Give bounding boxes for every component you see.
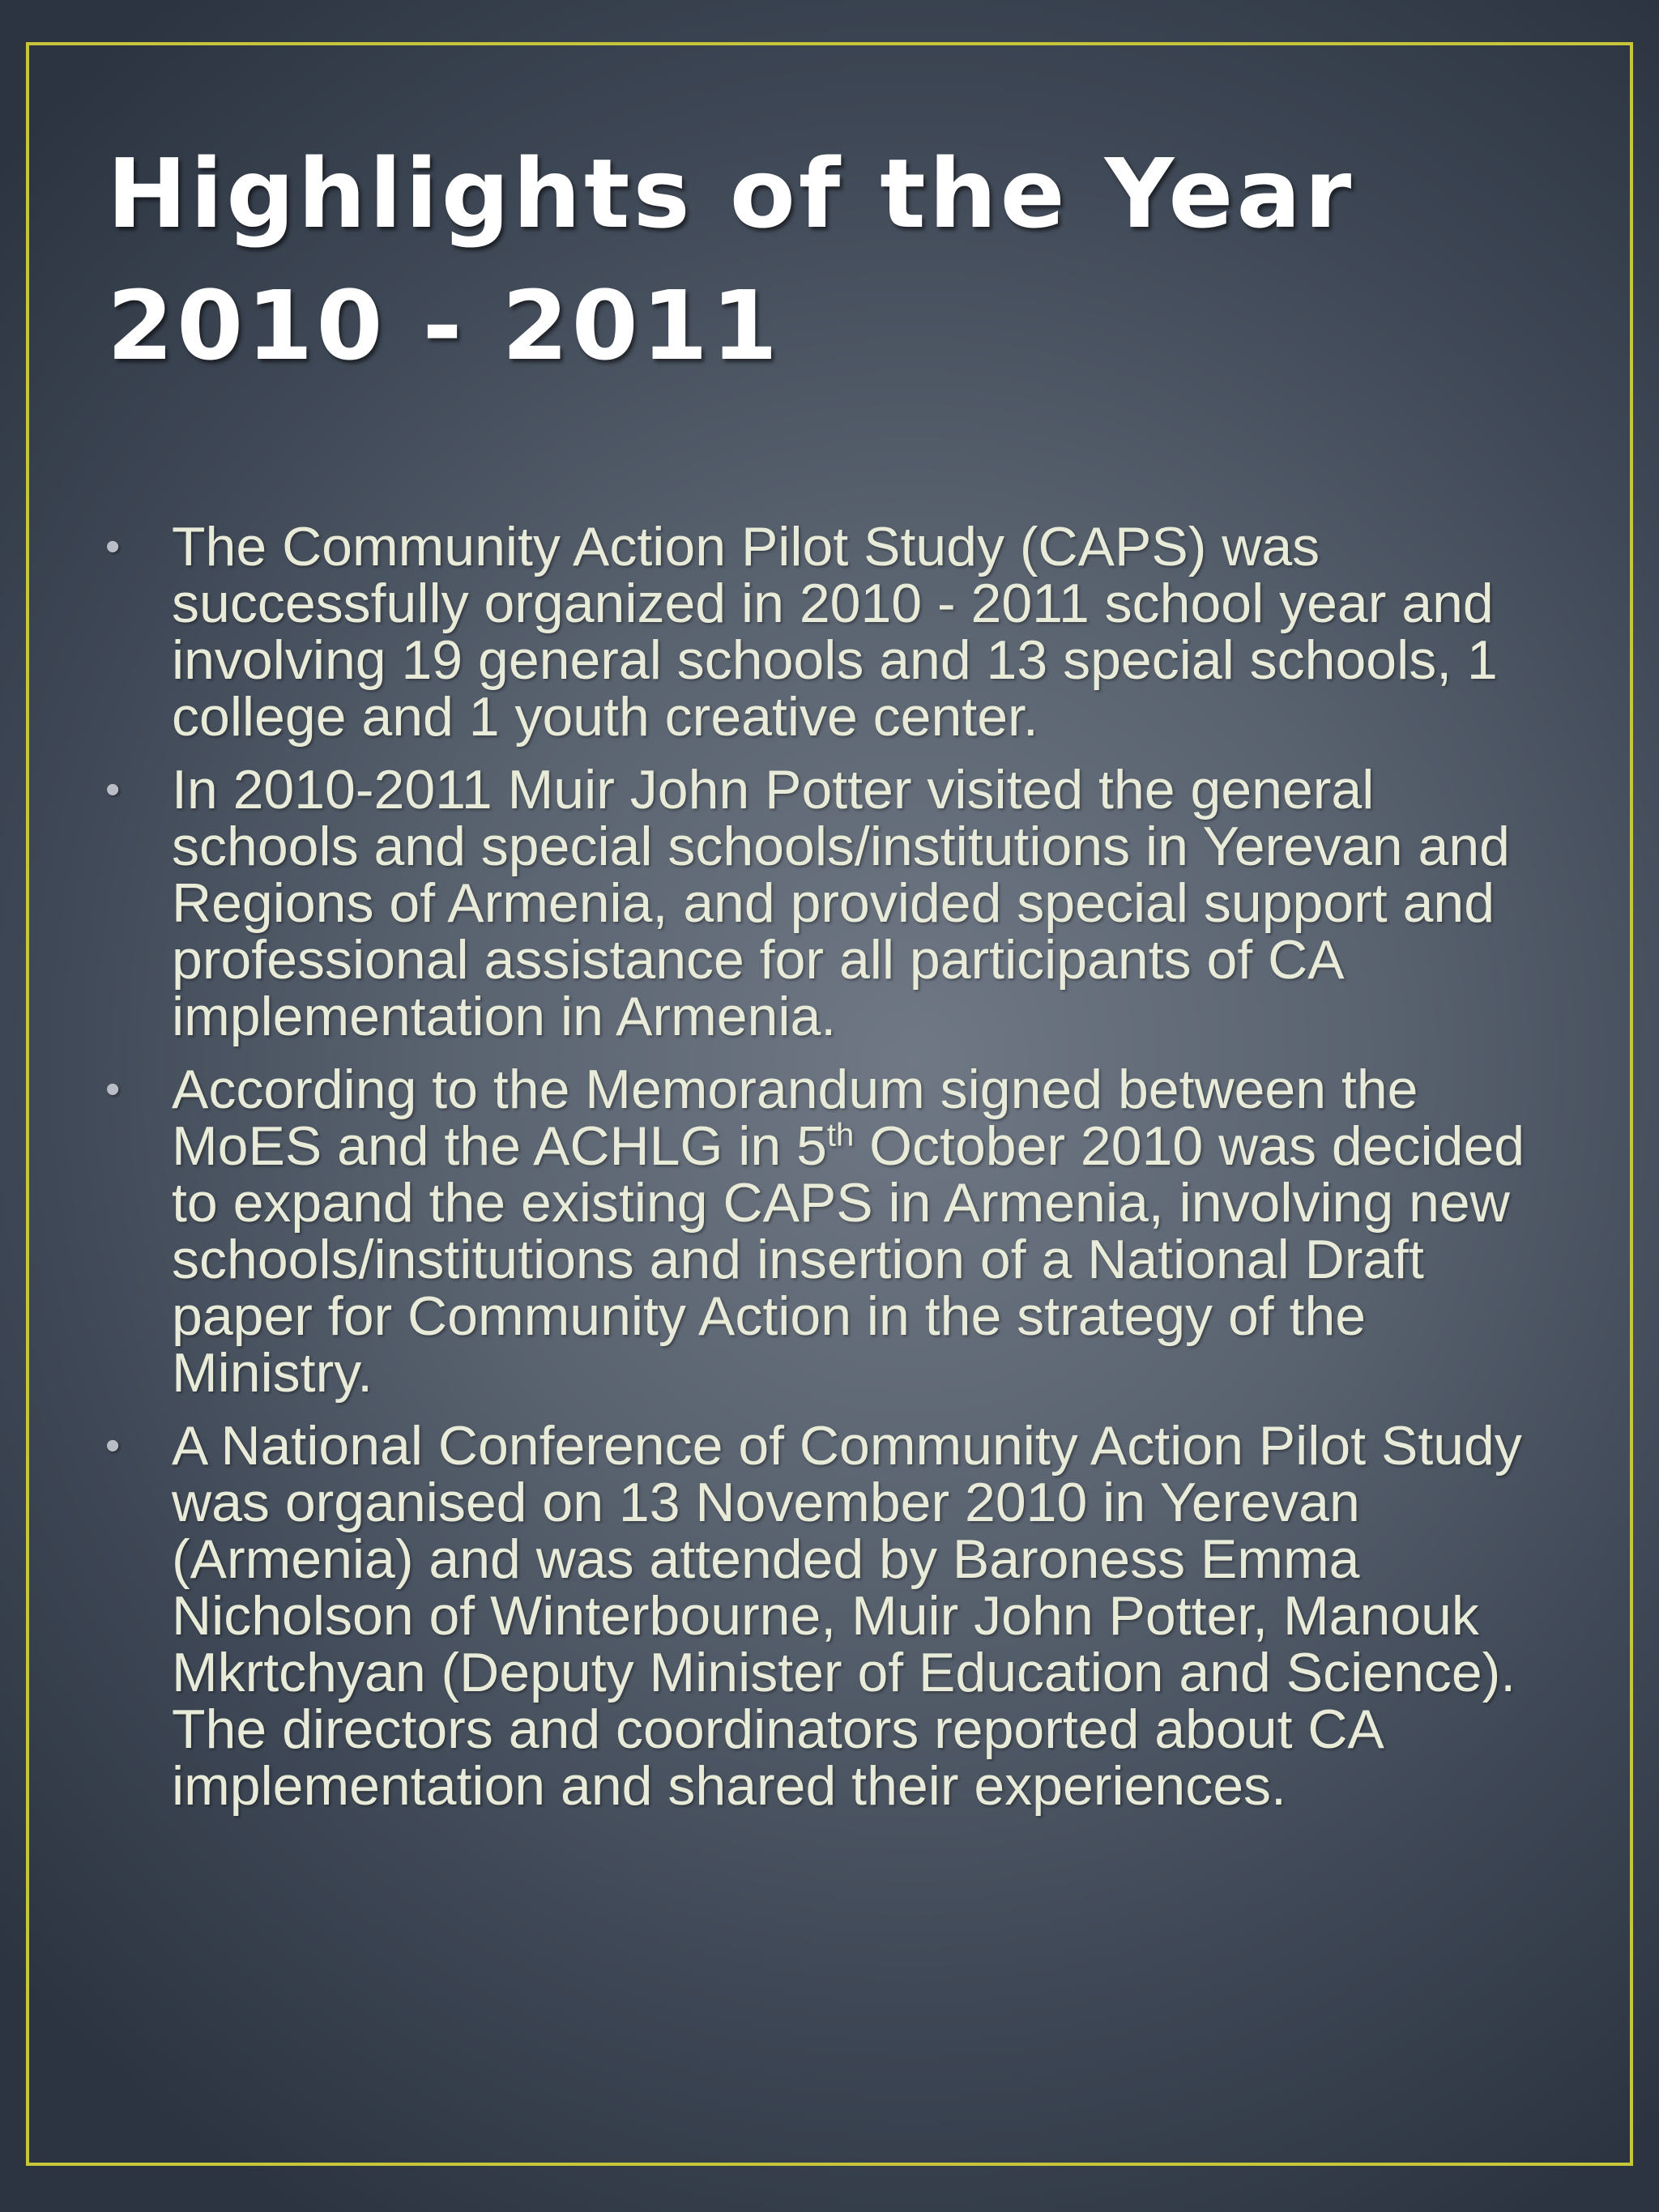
- slide-title: [107, 128, 1565, 392]
- ordinal-superscript: th: [826, 1117, 855, 1153]
- bullet-text: A National Conference of Community Action Pilot Study was organised on 13 November 2010 in Yerevan (Armenia) and was attended by Baroness Emma Nicholson of Winterbourne, Muir John Potter, Manouk Mkrtchyan (Deputy Minister of Education and Science). The directors and coordinators reported about CA implementation and shared their experiences.: [172, 1415, 1522, 1817]
- bullet-item-memorandum: [105, 1059, 1565, 1404]
- bullet-text: The Community Action Pilot Study (CAPS) was successfully organized in 2010 - 2011 school year and involving 19 general schools and 13 special schools, 1 college and 1 youth creative center.: [172, 516, 1498, 748]
- bullet-item-caps-organized: [105, 516, 1565, 748]
- slide-title-line-2: 2010 - 2011: [107, 270, 781, 381]
- bullet-list: [105, 516, 1565, 1831]
- bullet-item-national-conference: [105, 1415, 1565, 1817]
- bullet-dot-icon: •: [105, 523, 121, 570]
- slide-title-line-1: Highlights of the Year: [107, 138, 1355, 249]
- bullet-item-school-visits: [105, 759, 1565, 1047]
- bullet-dot-icon: •: [105, 1422, 121, 1469]
- bullet-dot-icon: •: [105, 1066, 121, 1113]
- bullet-text-after-superscript: October 2010 was decided to expand the existing CAPS in Armenia, involving new schools/institutions and insertion of a National Draft paper for Community Action in the strategy of the Ministry.: [172, 1115, 1525, 1404]
- bullet-text: In 2010-2011 Muir John Potter visited the general schools and special schools/institutions in Yerevan and Regions of Armenia, and provided special support and professional assistance for all participants of CA implementation in Armenia.: [172, 759, 1510, 1047]
- bullet-text-before-superscript: According to the Memorandum signed between the MoES and the ACHLG in 5: [172, 1059, 1418, 1177]
- bullet-dot-icon: •: [105, 766, 121, 813]
